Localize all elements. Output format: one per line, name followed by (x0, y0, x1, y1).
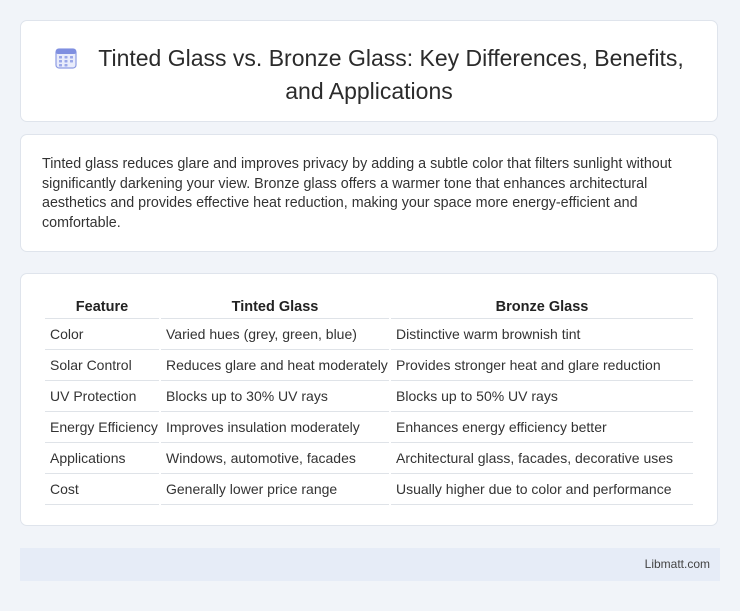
cell-feature: Color (45, 319, 159, 350)
table-row (45, 474, 693, 505)
cell-tinted: Varied hues (grey, green, blue) (161, 319, 389, 350)
header-tinted-glass: Tinted Glass (161, 296, 389, 319)
cell-bronze: Distinctive warm brownish tint (391, 319, 693, 350)
table-row (45, 350, 693, 381)
cell-tinted: Reduces glare and heat moderately (161, 350, 389, 381)
cell-tinted: Blocks up to 30% UV rays (161, 381, 389, 412)
cell-feature: UV Protection (45, 381, 159, 412)
cell-feature: Applications (45, 443, 159, 474)
calendar-icon (54, 46, 78, 77)
header-feature: Feature (45, 296, 159, 319)
cell-bronze: Provides stronger heat and glare reduction (391, 350, 693, 381)
title-card (20, 20, 718, 122)
cell-feature: Solar Control (45, 350, 159, 381)
footer-bar (20, 548, 720, 581)
cell-bronze: Blocks up to 50% UV rays (391, 381, 693, 412)
intro-card (20, 134, 718, 252)
cell-tinted: Windows, automotive, facades (161, 443, 389, 474)
header-bronze-glass: Bronze Glass (391, 296, 693, 319)
table-row (45, 319, 693, 350)
cell-feature: Energy Efficiency (45, 412, 159, 443)
cell-bronze: Usually higher due to color and performance (391, 474, 693, 505)
page-title-wrap (21, 44, 717, 106)
cell-bronze: Enhances energy efficiency better (391, 412, 693, 443)
table-row (45, 381, 693, 412)
comparison-table (43, 296, 695, 505)
cell-tinted: Generally lower price range (161, 474, 389, 505)
comparison-card (20, 273, 718, 526)
cell-bronze: Architectural glass, facades, decorative uses (391, 443, 693, 474)
table-header-row (45, 296, 693, 319)
table-row (45, 443, 693, 474)
cell-tinted: Improves insulation moderately (161, 412, 389, 443)
footer-brand-link[interactable]: Libmatt.com (644, 557, 710, 571)
intro-text: Tinted glass reduces glare and improves privacy by adding a subtle color that filters sunlight without significantly darkening your view. Bronze glass offers a warmer tone that enhances architectural aesthetics and provides effective heat reduction, making your space more energy-efficient and comfortable. (42, 156, 672, 231)
table-row (45, 412, 693, 443)
cell-feature: Cost (45, 474, 159, 505)
page-title: Tinted Glass vs. Bronze Glass: Key Differences, Benefits, and Applications (98, 45, 684, 104)
